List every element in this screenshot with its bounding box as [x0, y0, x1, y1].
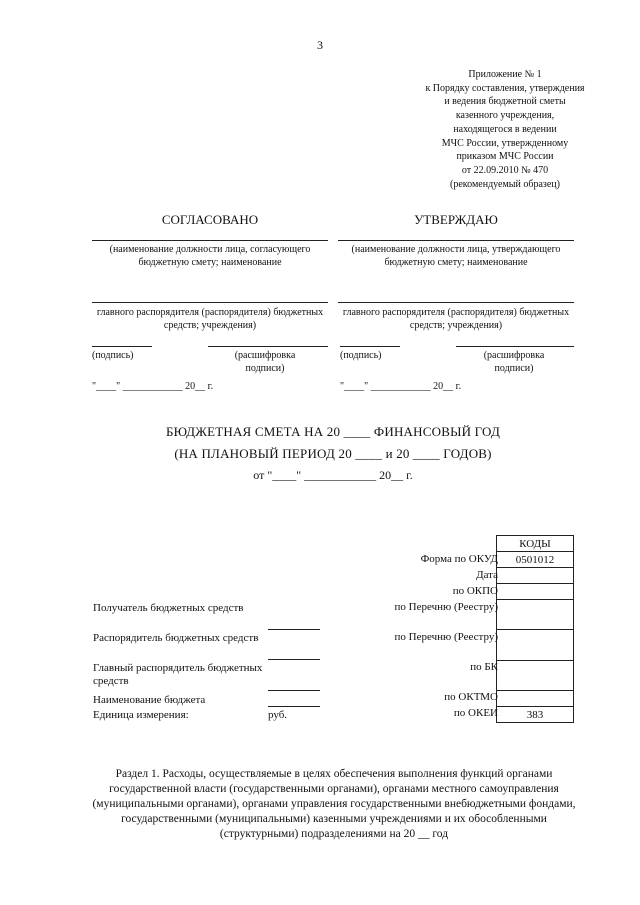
- unit-label: Единица измерения:: [93, 709, 189, 721]
- document-date: от "____" ____________ 20__ г.: [253, 468, 413, 482]
- appendix-block: [410, 68, 600, 191]
- agreed-caption-1: (наименование должности лица, согласующего бюджетную смету; наименование: [109, 244, 311, 268]
- section-1-heading: Раздел 1. Расходы, осуществляемые в целях обеспечения выполнения функций органами государственной власти (государственными органами), органами местного самоуправления (муниципальными органами), органами управления государственными внебюджетными фондами, государственными (муниципальными) казенными учреждениями и их обособленными (структурными) подразделениями на 20 __ год: [92, 768, 576, 840]
- document-subtitle: (НА ПЛАНОВЫЙ ПЕРИОД 20 ____ и 20 ____ ГОДОВ): [174, 446, 492, 461]
- field-line: [268, 629, 320, 630]
- agreed-decode-label: (расшифровка подписи): [234, 350, 296, 374]
- okei-code-cell: 383: [497, 707, 574, 723]
- oktmo-label: по ОКТМО: [444, 691, 498, 703]
- bk-code-cell: [497, 661, 574, 691]
- signature-line: [92, 240, 328, 241]
- recipient-label: Получатель бюджетных средств: [93, 602, 244, 614]
- perechen1-code-cell: [497, 600, 574, 630]
- unit-value: руб.: [268, 709, 288, 721]
- okpo-code-cell: [497, 584, 574, 600]
- appendix-line: МЧС России, утвержденному: [441, 137, 569, 149]
- codes-table: [496, 535, 574, 723]
- date-label: Дата: [476, 569, 498, 581]
- perechen1-label: по Перечню (Реестру): [394, 601, 498, 613]
- codes-header: КОДЫ: [497, 536, 574, 552]
- signature-line: [338, 240, 574, 241]
- appendix-line: (рекомендуемый образец): [450, 178, 560, 190]
- approved-caption-2: главного распорядителя (распорядителя) бюджетных средств; учреждения): [342, 307, 570, 331]
- perechen2-label: по Перечню (Реестру): [394, 631, 498, 643]
- okud-code-cell: 0501012: [497, 552, 574, 568]
- bk-label: по БК: [470, 661, 498, 673]
- approval-approved-heading: УТВЕРЖДАЮ: [414, 212, 498, 227]
- chief-manager-label: Главный распорядитель бюджетных средств: [93, 662, 263, 687]
- budget-name-label: Наименование бюджета: [93, 694, 206, 706]
- appendix-line: находящегося в ведении: [453, 123, 557, 135]
- approved-decode-label: (расшифровка подписи): [483, 350, 545, 374]
- signature-line: [340, 346, 400, 347]
- document-title: БЮДЖЕТНАЯ СМЕТА НА 20 ____ ФИНАНСОВЫЙ ГОД: [165, 424, 501, 439]
- field-line: [268, 659, 320, 660]
- field-line: [268, 690, 320, 691]
- manager-label: Распорядитель бюджетных средств: [93, 632, 259, 644]
- signature-line: [92, 346, 152, 347]
- appendix-line: Приложение № 1: [468, 69, 542, 80]
- page-number: 3: [317, 38, 323, 52]
- signature-line: [338, 302, 574, 303]
- approval-agreed-heading: СОГЛАСОВАНО: [161, 212, 259, 227]
- approved-date-line: "____" ____________ 20__ г.: [340, 381, 462, 392]
- okud-label: Форма по ОКУД: [420, 553, 498, 565]
- date-code-cell: [497, 568, 574, 584]
- approved-sign-label: (подпись): [340, 350, 382, 361]
- agreed-sign-label: (подпись): [92, 350, 134, 361]
- appendix-line: от 22.09.2010 № 470: [461, 164, 549, 176]
- agreed-date-line: "____" ____________ 20__ г.: [92, 381, 214, 392]
- field-line: [268, 706, 320, 707]
- signature-line: [208, 346, 328, 347]
- signature-line: [456, 346, 574, 347]
- appendix-line: к Порядку составления, утверждения: [425, 82, 585, 94]
- perechen2-code-cell: [497, 630, 574, 661]
- appendix-line: казенного учреждения,: [455, 110, 555, 122]
- okei-label: по ОКЕИ: [453, 707, 498, 719]
- approved-caption-1: (наименование должности лица, утверждающего бюджетную смету; наименование: [351, 244, 561, 268]
- appendix-line: приказом МЧС России: [456, 151, 554, 163]
- oktmo-code-cell: [497, 691, 574, 707]
- agreed-caption-2: главного распорядителя (распорядителя) бюджетных средств; учреждения): [96, 307, 324, 331]
- signature-line: [92, 302, 328, 303]
- appendix-line: и ведения бюджетной сметы: [444, 96, 566, 108]
- okpo-label: по ОКПО: [452, 585, 498, 597]
